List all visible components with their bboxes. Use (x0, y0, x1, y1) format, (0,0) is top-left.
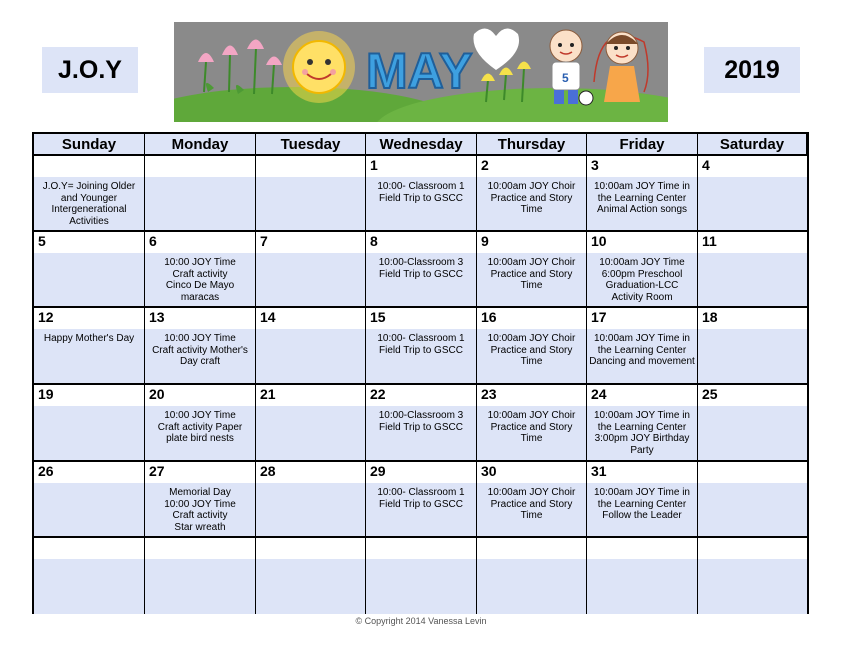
day-number: 17 (591, 309, 607, 325)
weekday-header-4: Thursday (477, 134, 587, 156)
day-cell (145, 385, 256, 462)
copyright-text: © Copyright 2014 Vanessa Levin (355, 616, 487, 626)
event-text: 10:00-Classroom 3 Field Trip to GSCC (378, 410, 464, 433)
day-number: 2 (481, 157, 489, 173)
day-number: 12 (38, 309, 54, 325)
weekday-header-0: Sunday (34, 134, 145, 156)
day-cell (366, 385, 477, 462)
event-text: 10:00am JOY Choir Practice and Story Time (487, 257, 576, 291)
day-cell (366, 538, 477, 614)
day-cell (698, 308, 807, 385)
may-banner (174, 22, 668, 122)
day-cell (256, 308, 366, 385)
day-cell (145, 308, 256, 385)
day-cell (366, 462, 477, 538)
day-number: 22 (370, 386, 386, 402)
event-text: 10:00am JOY Choir Practice and Story Time (487, 410, 576, 444)
day-cell (587, 538, 698, 614)
event-text: 10:00 JOY Time Craft activity Cinco De Mayo maracas (164, 257, 236, 303)
day-number: 30 (481, 463, 497, 479)
event-text: 10:00am JOY Time in the Learning Center 3:00pm JOY Birthday Party (594, 410, 690, 456)
day-number: 3 (591, 157, 599, 173)
day-cell (587, 308, 698, 385)
day-number: 8 (370, 233, 378, 249)
day-number: 4 (702, 157, 710, 173)
day-number: 7 (260, 233, 268, 249)
day-number: 11 (702, 233, 717, 249)
shirt-number: 5 (562, 71, 569, 85)
event-text: Memorial Day 10:00 JOY Time Craft activity Star wreath (164, 487, 236, 533)
event-text: 10:00am JOY Time in the Learning Center Dancing and movement (589, 333, 695, 367)
day-cell (587, 462, 698, 538)
calendar-grid (32, 132, 809, 614)
day-cell (698, 232, 807, 308)
banner-illustration (174, 22, 668, 122)
day-number: 31 (591, 463, 607, 479)
day-number: 29 (370, 463, 386, 479)
day-cell (256, 385, 366, 462)
day-cell (477, 385, 587, 462)
day-number: 6 (149, 233, 157, 249)
day-number: 20 (149, 386, 165, 402)
event-text: Happy Mother's Day (43, 333, 135, 344)
day-number: 19 (38, 386, 54, 402)
day-cell (34, 232, 145, 308)
day-cell (34, 538, 145, 614)
day-number: 27 (149, 463, 165, 479)
event-text: 10:00- Classroom 1 Field Trip to GSCC (377, 487, 465, 510)
event-text: 10:00am JOY Choir Practice and Story Time (487, 333, 576, 367)
day-cell (477, 156, 587, 232)
day-number: 25 (702, 386, 718, 402)
event-text: 10:00am JOY Time 6:00pm Preschool Graduation-LCC Activity Room (599, 257, 685, 303)
event-text: 10:00 JOY Time Craft activity Mother's Day craft (152, 333, 248, 367)
day-cell (477, 308, 587, 385)
day-number: 26 (38, 463, 54, 479)
weekday-header-2: Tuesday (256, 134, 366, 156)
day-number: 21 (260, 386, 276, 402)
day-number: 16 (481, 309, 497, 325)
day-number: 18 (702, 309, 718, 325)
day-cell (698, 538, 807, 614)
day-cell (34, 385, 145, 462)
day-number: 24 (591, 386, 607, 402)
event-text: 10:00- Classroom 1 Field Trip to GSCC (377, 333, 465, 356)
day-number: 10 (591, 233, 607, 249)
event-text: J.O.Y= Joining Older and Younger Intergenerational Activities (42, 181, 136, 227)
event-text: 10:00 JOY Time Craft activity Paper plate bird nests (157, 410, 243, 444)
day-cell (34, 462, 145, 538)
day-cell (698, 462, 807, 538)
joy-label-box (42, 47, 138, 93)
event-text: 10:00-Classroom 3 Field Trip to GSCC (378, 257, 464, 280)
day-cell (145, 232, 256, 308)
event-text: 10:00am JOY Time in the Learning Center Follow the Leader (594, 487, 690, 521)
day-number: 14 (260, 309, 276, 325)
day-number: 9 (481, 233, 489, 249)
day-cell (256, 156, 366, 232)
day-cell (145, 538, 256, 614)
day-cell (34, 308, 145, 385)
day-number: 5 (38, 233, 46, 249)
day-cell (366, 156, 477, 232)
day-cell (145, 156, 256, 232)
day-cell (34, 156, 145, 232)
year-label: 2019 (724, 55, 780, 84)
sun-icon (283, 31, 355, 103)
event-text: 10:00am JOY Time in the Learning Center Animal Action songs (594, 181, 690, 215)
event-text: 10:00am JOY Choir Practice and Story Time (487, 181, 576, 215)
year-box (704, 47, 800, 93)
weekday-header-1: Monday (145, 134, 256, 156)
day-number: 15 (370, 309, 386, 325)
weekday-header-6: Saturday (698, 134, 807, 156)
day-cell (256, 232, 366, 308)
event-text: 10:00- Classroom 1 Field Trip to GSCC (377, 181, 465, 204)
day-number: 28 (260, 463, 276, 479)
weekday-header-3: Wednesday (366, 134, 477, 156)
day-cell (477, 462, 587, 538)
weekday-header-5: Friday (587, 134, 698, 156)
day-cell (145, 462, 256, 538)
day-number: 1 (370, 157, 378, 173)
day-cell (587, 232, 698, 308)
day-cell (698, 156, 807, 232)
day-cell (587, 385, 698, 462)
day-cell (698, 385, 807, 462)
joy-label: J.O.Y (58, 55, 122, 84)
day-cell (366, 232, 477, 308)
day-cell (366, 308, 477, 385)
day-cell (477, 232, 587, 308)
day-cell (256, 538, 366, 614)
day-cell (256, 462, 366, 538)
day-number: 23 (481, 386, 497, 402)
day-cell (477, 538, 587, 614)
event-text: 10:00am JOY Choir Practice and Story Time (487, 487, 576, 521)
day-cell (587, 156, 698, 232)
day-number: 13 (149, 309, 165, 325)
banner-word: MAY (366, 43, 473, 99)
